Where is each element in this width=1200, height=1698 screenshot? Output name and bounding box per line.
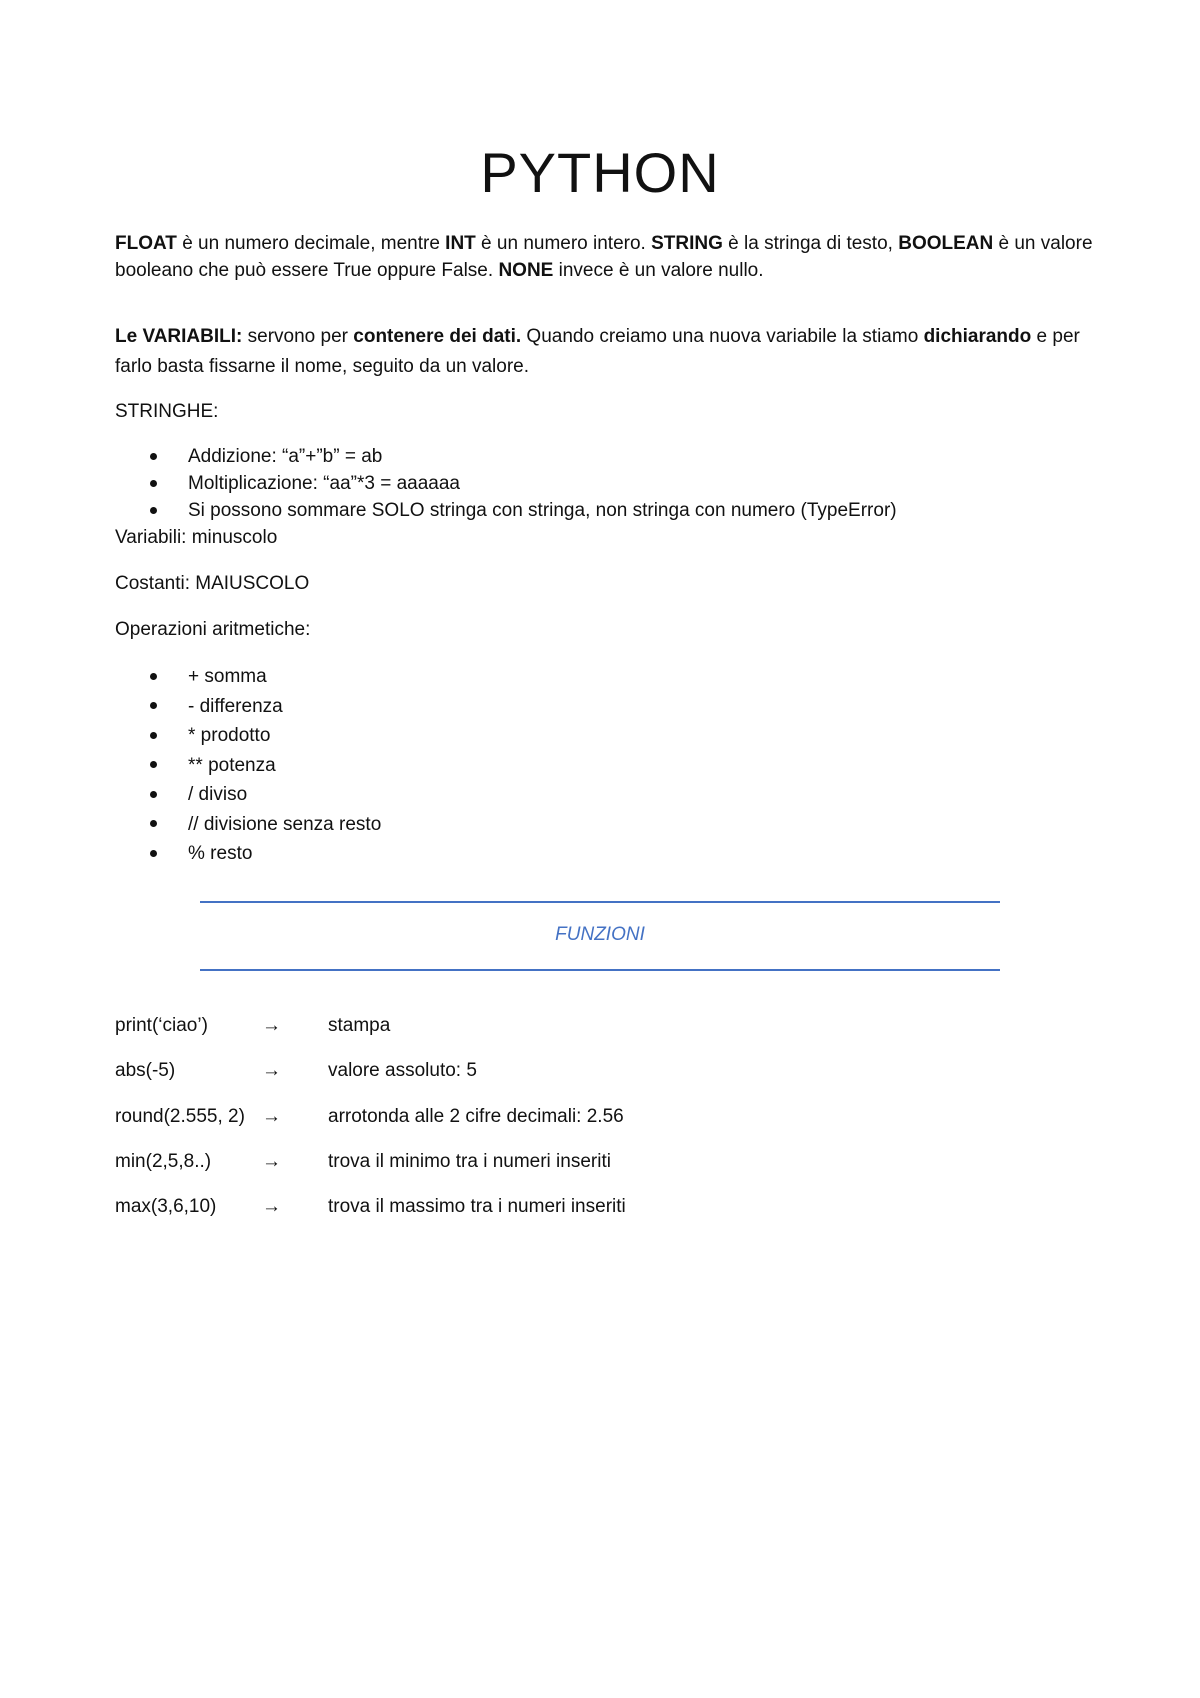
string-term: STRING	[651, 233, 723, 254]
bullet-icon	[150, 480, 157, 487]
function-code: max(3,6,10)	[115, 1196, 217, 1217]
list-item: * prodotto	[150, 721, 381, 751]
costanti-line: Costanti: MAIUSCOLO	[115, 573, 310, 594]
functions-heading: FUNZIONI	[555, 924, 645, 945]
intro-paragraph: FLOAT è un numero decimale, mentre INT è un numero intero. STRING è la stringa di testo, BOOLEAN è un valore booleano che può essere True oppure False. NONE invece è un valore nullo.	[115, 233, 1093, 281]
dichiarando-term: dichiarando	[923, 326, 1032, 347]
function-row	[115, 1058, 1015, 1084]
arrow-right-icon: →	[262, 1196, 281, 1217]
function-description: stampa	[328, 1015, 391, 1036]
contenere-term: contenere dei dati.	[353, 326, 522, 347]
section-divider-top	[200, 901, 1000, 903]
page-title: PYTHON	[480, 141, 720, 204]
operations-list	[150, 662, 381, 869]
float-term: FLOAT	[115, 233, 177, 254]
variabili-line: Variabili: minuscolo	[115, 527, 278, 548]
function-row	[115, 1149, 1015, 1175]
list-item: Moltiplicazione: “aa”*3 = aaaaaa	[150, 470, 897, 497]
bullet-icon	[150, 507, 157, 514]
list-item: % resto	[150, 839, 381, 869]
arrow-right-icon: →	[262, 1060, 281, 1081]
bullet-icon	[150, 761, 157, 768]
list-item: / diviso	[150, 780, 381, 810]
boolean-term: BOOLEAN	[898, 233, 994, 254]
list-item: ** potenza	[150, 751, 381, 781]
int-term: INT	[445, 233, 476, 254]
function-description: trova il minimo tra i numeri inseriti	[328, 1151, 611, 1172]
list-item: Addizione: “a”+”b” = ab	[150, 443, 897, 470]
function-row	[115, 1013, 1015, 1039]
function-row	[115, 1104, 1015, 1130]
list-item: Si possono sommare SOLO stringa con stringa, non stringa con numero (TypeError)	[150, 497, 897, 524]
function-description: arrotonda alle 2 cifre decimali: 2.56	[328, 1106, 624, 1127]
bullet-icon	[150, 791, 157, 798]
function-code: min(2,5,8..)	[115, 1151, 212, 1172]
arrow-right-icon: →	[262, 1151, 281, 1172]
bullet-icon	[150, 732, 157, 739]
strings-heading: STRINGHE:	[115, 401, 219, 422]
function-row	[115, 1194, 1015, 1220]
list-item: // divisione senza resto	[150, 810, 381, 840]
function-code: print(‘ciao’)	[115, 1015, 208, 1036]
bullet-icon	[150, 820, 157, 827]
bullet-icon	[150, 702, 157, 709]
section-divider-bottom	[200, 969, 1000, 971]
function-description: trova il massimo tra i numeri inseriti	[328, 1196, 626, 1217]
operations-heading: Operazioni aritmetiche:	[115, 619, 311, 640]
function-description: valore assoluto: 5	[328, 1060, 477, 1081]
list-item: - differenza	[150, 692, 381, 722]
bullet-icon	[150, 673, 157, 680]
variabili-term: Le VARIABILI:	[115, 326, 243, 347]
arrow-right-icon: →	[262, 1015, 281, 1036]
variables-paragraph: Le VARIABILI: servono per contenere dei dati. Quando creiamo una nuova variabile la stiamo dichiarando e per farlo basta fissarne il nome, seguito da un valore.	[115, 326, 1080, 377]
arrow-right-icon: →	[262, 1106, 281, 1127]
bullet-icon	[150, 850, 157, 857]
function-code: abs(-5)	[115, 1060, 176, 1081]
none-term: NONE	[498, 260, 554, 281]
function-code: round(2.555, 2)	[115, 1106, 245, 1127]
strings-list	[150, 443, 897, 524]
list-item: + somma	[150, 662, 381, 692]
bullet-icon	[150, 453, 157, 460]
